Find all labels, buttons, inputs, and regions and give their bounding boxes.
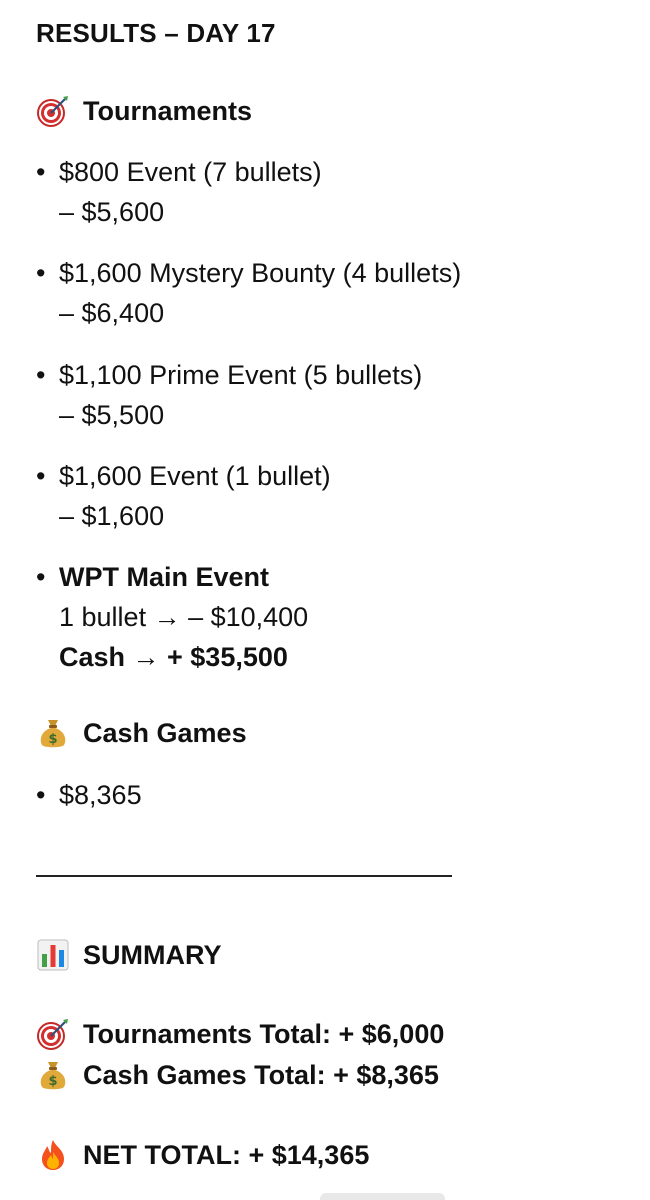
summary-heading bbox=[36, 938, 222, 972]
money-bag-icon bbox=[36, 716, 70, 750]
dart-target-icon bbox=[36, 94, 70, 128]
net-total: NET TOTAL: + $14,365 bbox=[83, 1139, 370, 1170]
bullet-icon: • bbox=[36, 157, 46, 187]
wpt-title: WPT Main Event bbox=[59, 562, 270, 592]
cash-games-total: Cash Games Total: + $8,365 bbox=[83, 1059, 439, 1090]
page-title: RESULTS – DAY 17 bbox=[36, 18, 276, 48]
tournaments-heading bbox=[36, 94, 252, 128]
cash-games-heading-label: Cash Games bbox=[83, 717, 247, 748]
cash-games-amount: $8,365 bbox=[59, 780, 142, 810]
tournament-amount: – $5,500 bbox=[59, 400, 165, 430]
tournaments-total-line bbox=[36, 1017, 444, 1051]
tournament-name: $1,600 Event (1 bullet) bbox=[59, 461, 331, 491]
wpt-cash: Cash → + $35,500 bbox=[59, 642, 288, 672]
bar-chart-icon bbox=[36, 938, 70, 972]
bullet-icon: • bbox=[36, 780, 46, 810]
divider bbox=[36, 875, 452, 877]
partial-element bbox=[320, 1193, 445, 1200]
bullet-icon: • bbox=[36, 562, 46, 592]
summary-heading-label: SUMMARY bbox=[83, 939, 222, 970]
cash-games-heading bbox=[36, 716, 247, 750]
fire-icon bbox=[36, 1138, 70, 1172]
bullet-icon: • bbox=[36, 360, 46, 390]
dart-target-icon bbox=[36, 1017, 70, 1051]
tournament-amount: – $6,400 bbox=[59, 298, 165, 328]
bullet-icon: • bbox=[36, 461, 46, 491]
tournament-name: $800 Event (7 bullets) bbox=[59, 157, 322, 187]
tournament-name: $1,100 Prime Event (5 bullets) bbox=[59, 360, 423, 390]
tournaments-heading-label: Tournaments bbox=[83, 95, 253, 126]
money-bag-icon bbox=[36, 1058, 70, 1092]
wpt-buyin: 1 bullet → – $10,400 bbox=[59, 602, 309, 632]
tournament-amount: – $5,600 bbox=[59, 197, 165, 227]
tournament-name: $1,600 Mystery Bounty (4 bullets) bbox=[59, 258, 462, 288]
tournament-amount: – $1,600 bbox=[59, 501, 165, 531]
svg-text:$: $ bbox=[48, 1074, 58, 1089]
net-total-line bbox=[36, 1138, 369, 1172]
svg-text:$: $ bbox=[48, 732, 58, 747]
bullet-icon: • bbox=[36, 258, 46, 288]
tournaments-total: Tournaments Total: + $6,000 bbox=[83, 1018, 445, 1049]
cash-games-total-line bbox=[36, 1058, 439, 1092]
